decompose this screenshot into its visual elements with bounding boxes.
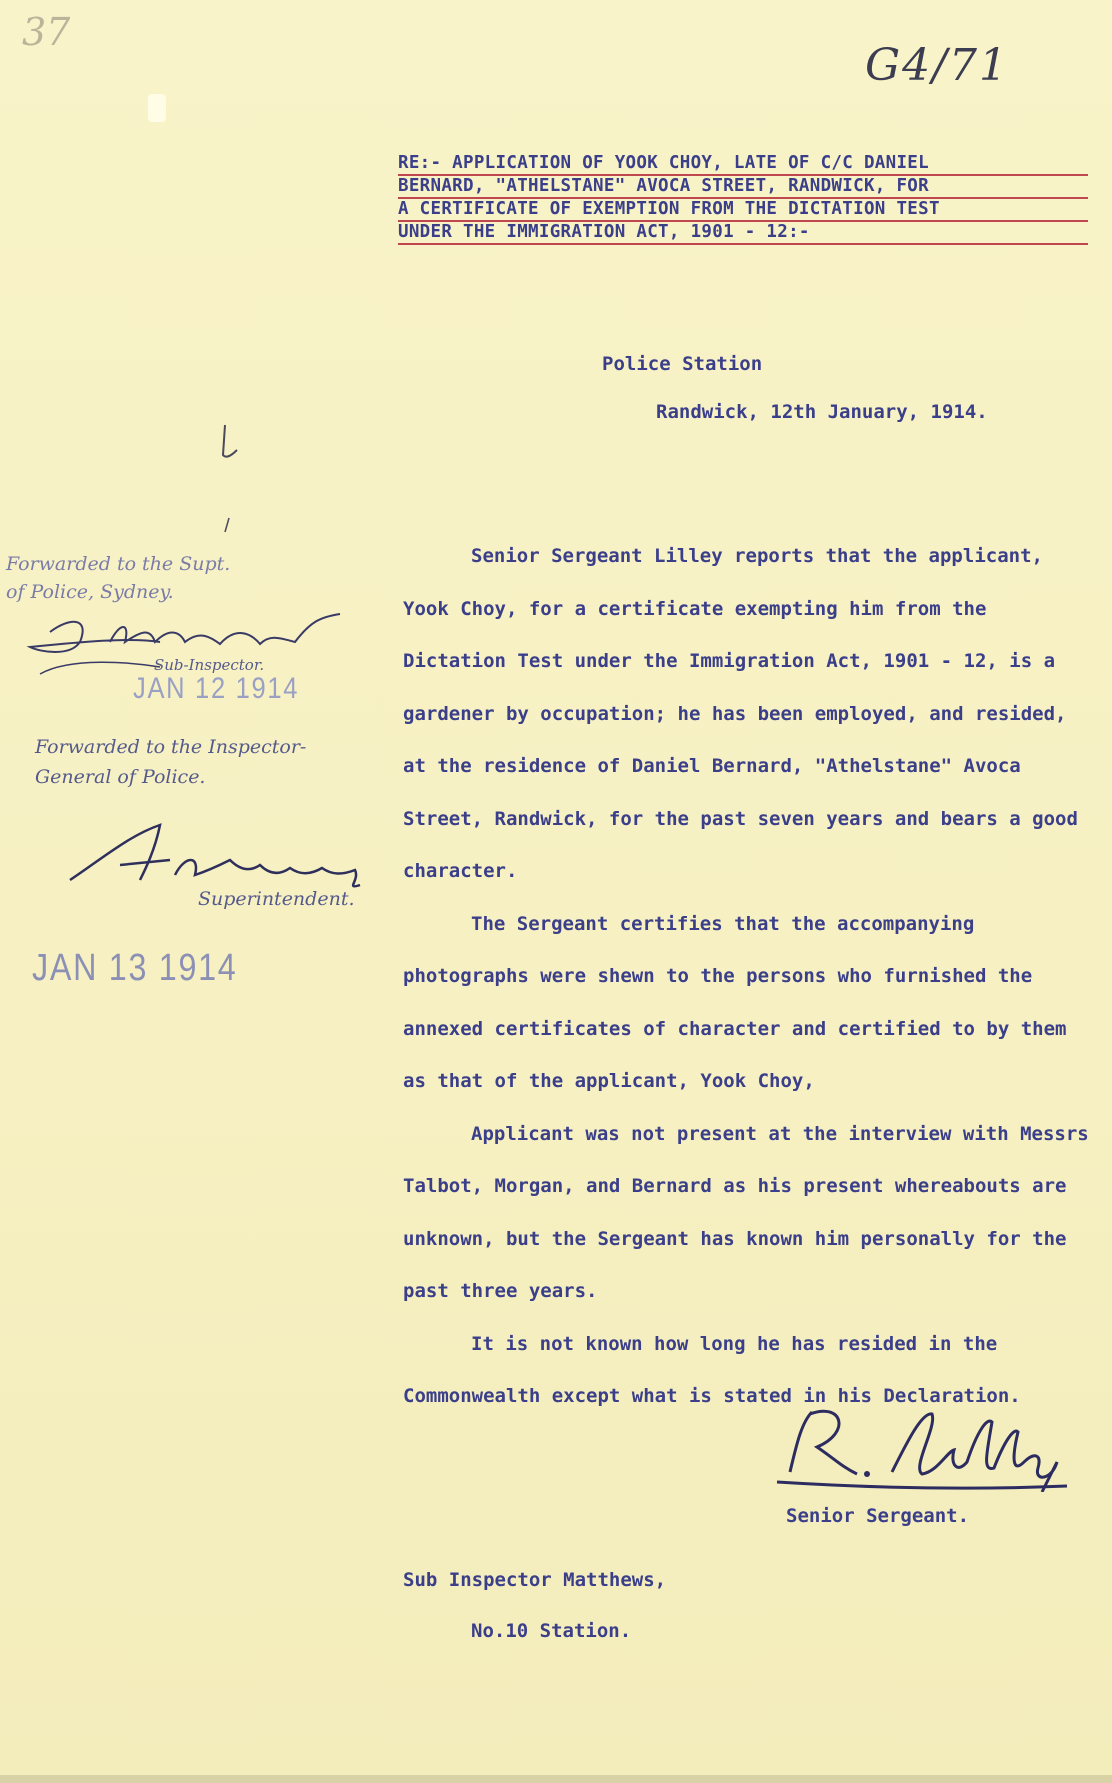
corner-pencil-mark: 37 (22, 10, 71, 54)
date-stamp-jan-13: JAN 13 1914 (32, 947, 238, 989)
paragraph: Senior Sergeant Lilley reports that the applicant, Yook Choy, for a certificate exempting him from the Dictation Test under the Immigration Act, 1901 - 12, is a gardener by occupation; he has been employed, and resided, at the residence of Daniel Bernard, "Athelstane" Avoca Street, Randwick, for the past seven years and bears a good character. (403, 545, 1078, 882)
addressee-line: Sub Inspector Matthews, (403, 1569, 667, 1591)
pencil-tick-mark (215, 420, 255, 540)
stamp-line: Forwarded to the Inspector- (35, 736, 307, 758)
signer-title: Senior Sergeant. (786, 1505, 970, 1527)
stamp-line: of Police, Sydney. (6, 581, 174, 603)
page-edge (0, 1775, 1112, 1783)
sub-inspector-title: Sub-Inspector. (154, 656, 265, 674)
signature-superintendent (60, 820, 380, 895)
dateline: Randwick, 12th January, 1914. (656, 401, 988, 423)
subject-line: UNDER THE IMMIGRATION ACT, 1901 - 12:- (398, 222, 1088, 245)
subject-line: A CERTIFICATE OF EXEMPTION FROM THE DICTATION TEST (398, 199, 1088, 222)
tape-mark (148, 94, 166, 122)
paragraph: It is not known how long he has resided in the Commonwealth except what is stated in his Declaration. (403, 1332, 1021, 1407)
forwarded-stamp-inspector-general (35, 732, 306, 792)
paragraph: The Sergeant certifies that the accompanying photographs were shewn to the persons who furnished the annexed certificates of character and certified to by them as that of the applicant, Yook Choy, (403, 912, 1067, 1092)
stamp-line: Forwarded to the Supt. (6, 553, 231, 575)
subject-line: RE:- APPLICATION OF YOOK CHOY, LATE OF C/C DANIEL (398, 153, 1088, 176)
report-body (403, 530, 1093, 1423)
superintendent-title: Superintendent. (198, 888, 355, 910)
station-name: Police Station (602, 353, 763, 375)
addressee-block (403, 1555, 666, 1657)
forwarded-stamp-supt (6, 550, 230, 606)
date-stamp-jan-12: JAN 12 1914 (133, 672, 300, 705)
stamp-line: General of Police. (35, 766, 206, 788)
addressee-line: No.10 Station. (471, 1620, 632, 1642)
subject-line: BERNARD, "ATHELSTANE" AVOCA STREET, RANDWICK, FOR (398, 176, 1088, 199)
reference-number: G4/71 (865, 40, 1009, 91)
paragraph: Applicant was not present at the interview with Messrs Talbot, Morgan, and Bernard as his present whereabouts are unknown, but the Sergeant has known him personally for the past three years. (403, 1122, 1089, 1302)
signature-lilley (772, 1402, 1072, 1492)
subject-heading (398, 153, 1088, 245)
